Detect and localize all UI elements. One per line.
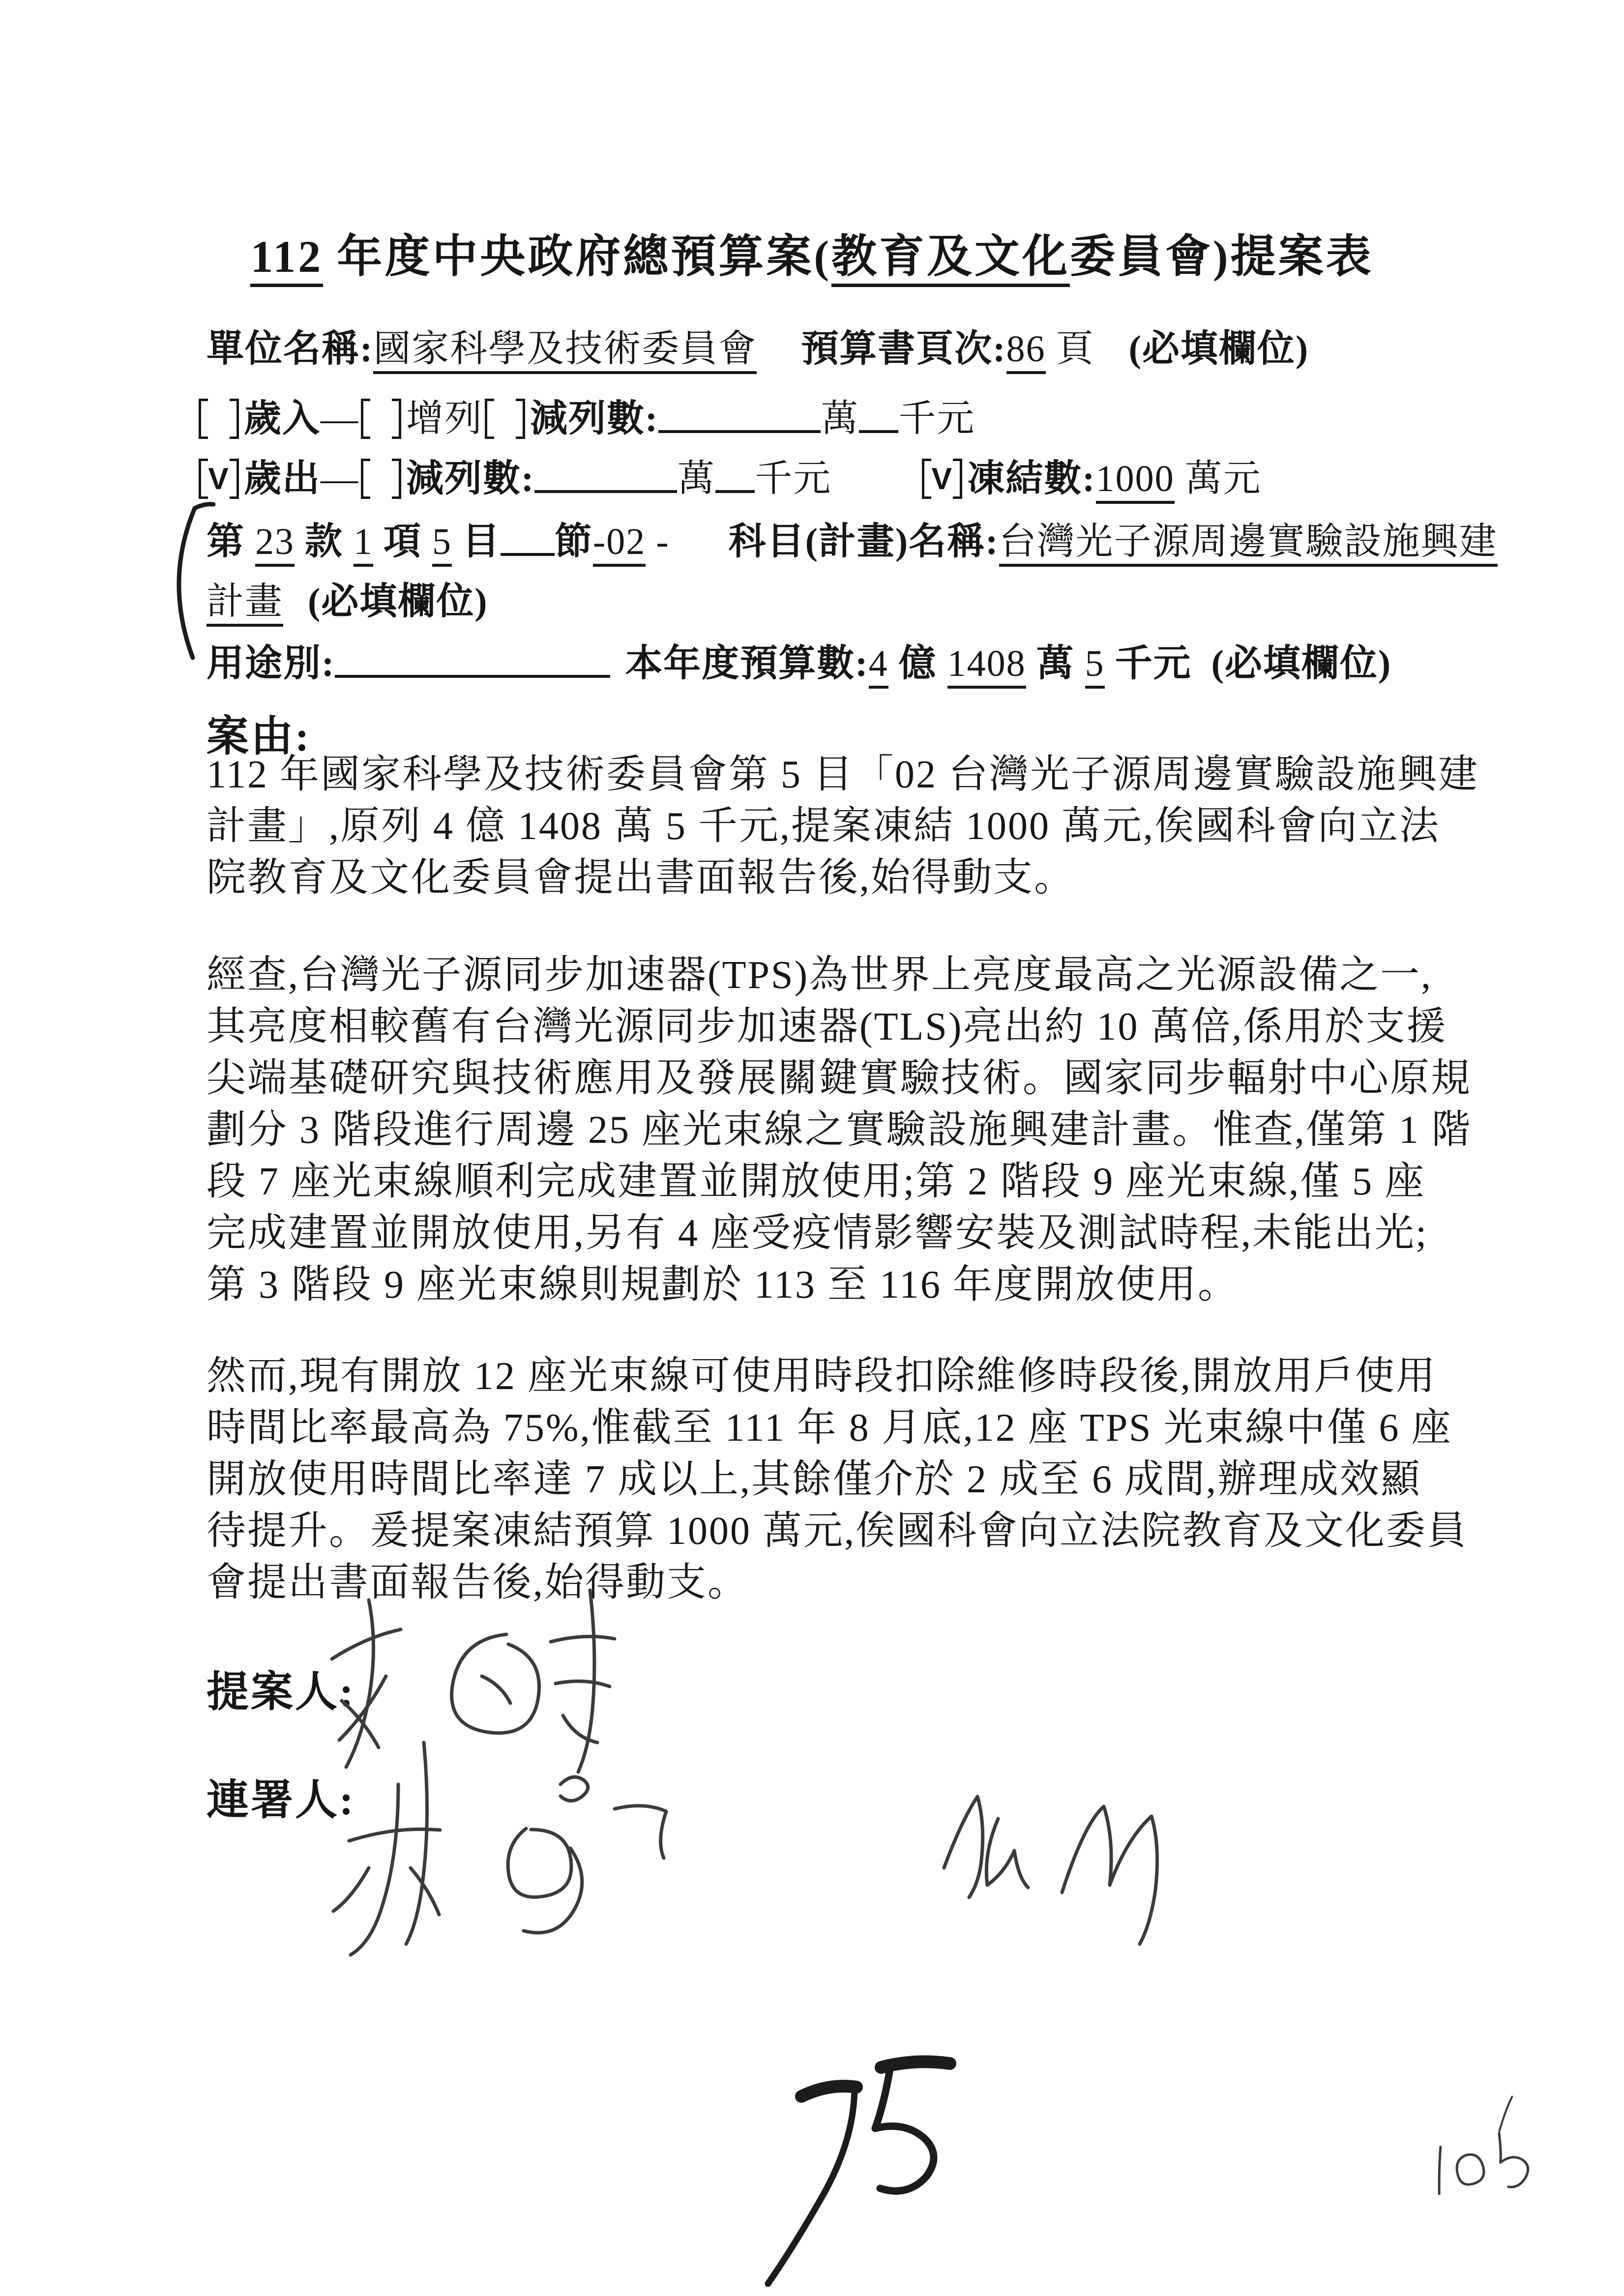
revenue-amount-blank [658, 398, 821, 433]
page-number-75-icon [728, 2035, 1003, 2296]
paragraph-line: 尖端基礎研究與技術應用及發展關鍵實驗技術。國家同步輻射中心原規 [207, 1057, 1472, 1100]
jie-blank [501, 521, 555, 556]
mu-value: 5 [432, 521, 452, 567]
paragraph-line: 經查,台灣光子源同步加速器(TPS)為世界上亮度最高之光源設備之一, [207, 954, 1433, 997]
purpose-line: 用途別: 本年度預算數:4 億 1408 萬 5 千元 (必填欄位) [207, 633, 1391, 687]
paragraph-line: 開放使用時間比率達 7 成以上,其餘僅介於 2 成至 6 成間,辦理成效顯 [207, 1458, 1421, 1501]
unit-name-line: 單位名稱:國家科學及技術委員會 預算書頁次:86 頁 (必填欄位) [207, 319, 1309, 372]
budget-page-value: 86 [1006, 328, 1046, 374]
revenue-add-checkbox [361, 399, 401, 439]
paragraph-line: 劃分 3 階段進行周邊 25 座光束線之實驗設施興建計畫。惟查,僅第 1 階 [207, 1108, 1472, 1152]
paragraph-line: 段 7 座光束線順利完成建置並開放使用;第 2 階段 9 座光束線,僅 5 座 [207, 1160, 1426, 1203]
item-line: 第 23 款 1 項 5 目 節-02 - 科目(計畫)名稱:台灣光子源周邊實驗設施興建 [207, 511, 1498, 565]
subject-label: 科目(計畫)名稱: [728, 521, 999, 562]
expense-amount-blank [534, 458, 677, 493]
freeze-checkbox [922, 459, 962, 499]
paragraph-line: 院教育及文化委員會提出書面報告後,始得動支。 [207, 856, 1075, 900]
unit-name-value: 國家科學及技術委員會 [373, 328, 757, 374]
revenue-line: 歲入— 增列 減列數: 萬 千元 [197, 388, 975, 442]
cosigner-signature-2-icon [944, 1797, 1157, 1944]
expense-qian-blank [715, 458, 755, 493]
paragraph-line: 112 年國家科學及技術委員會第 5 目「02 台灣光子源周邊實驗設施興建 [207, 753, 1479, 796]
paragraph-line: 時間比率最高為 75%,惟截至 111 年 8 月底,12 座 TPS 光束線中僅 6 座 [207, 1406, 1452, 1450]
expense-cut-checkbox [361, 459, 401, 499]
expense-checkmark: V [208, 462, 230, 496]
cosigner-label: 連署人: [207, 1776, 355, 1824]
required-note: (必填欄位) [1128, 328, 1309, 370]
handwritten-signatures [295, 1553, 1229, 1971]
title-year: 112 [250, 232, 323, 287]
xiang-value: 1 [354, 521, 373, 567]
paragraph-line: 會提出書面報告後,始得動支。 [207, 1561, 748, 1604]
case-paragraph-2 [207, 950, 1472, 1311]
kuan-value: 23 [255, 521, 295, 567]
proposer-signature-icon [332, 1590, 615, 1772]
case-paragraph-1 [207, 749, 1479, 904]
budget-amount-label: 本年度預算數: [625, 643, 869, 684]
revenue-cut-checkbox [485, 399, 525, 439]
required-note: (必填欄位) [308, 581, 488, 622]
revenue-checkbox [199, 399, 239, 439]
budget-page-label: 預算書頁次: [801, 328, 1006, 370]
paragraph-line: 其亮度相較舊有台灣光源同步加速器(TLS)亮出約 10 萬倍,係用於支援 [207, 1005, 1447, 1048]
paragraph-line: 然而,現有開放 12 座光束線可使用時段扣除維修時段後,開放用戶使用 [207, 1355, 1437, 1398]
required-note: (必填欄位) [1211, 643, 1392, 684]
jie-value: -02 [593, 521, 646, 567]
paragraph-line: 完成建置並開放使用,另有 4 座受疫情影響安裝及測試時程,未能出光; [207, 1212, 1428, 1255]
unit-name-label: 單位名稱: [207, 328, 374, 370]
page-number-105-icon [1401, 2094, 1549, 2202]
paragraph-line: 待提升。爰提案凍結預算 1000 萬元,俟國科會向立法院教育及文化委員 [207, 1510, 1468, 1553]
expense-line: V 歲出— 減列數: 萬 千元 V 凍結數:1000 萬元 [197, 448, 1262, 502]
revenue-qian-blank [859, 398, 898, 433]
proposer-label: 提案人: [207, 1668, 355, 1715]
freeze-checkmark: V [931, 462, 953, 496]
page-title: 112 年度中央政府總預算案(教育及文化委員會)提案表 [0, 220, 1624, 285]
title-committee: 教育及文化 [831, 232, 1070, 287]
subject-value: 台灣光子源周邊實驗設施興建 [999, 521, 1498, 567]
left-bracket-icon [148, 497, 216, 665]
paragraph-line: 第 3 階段 9 座光束線則規劃於 113 至 116 年度開放使用。 [207, 1263, 1239, 1307]
purpose-blank [335, 642, 610, 678]
paragraph-line: 計畫」,原列 4 億 1408 萬 5 千元,提案凍結 1000 萬元,俟國科會向立法 [207, 805, 1440, 848]
expense-checkbox [199, 459, 239, 499]
freeze-amount: 1000 [1096, 458, 1175, 504]
case-heading: 案由: [207, 713, 311, 760]
subject-value-continued: 計畫 [207, 581, 283, 627]
item-line-continued [207, 571, 488, 625]
cosigner-signature-icon [333, 1743, 666, 1955]
